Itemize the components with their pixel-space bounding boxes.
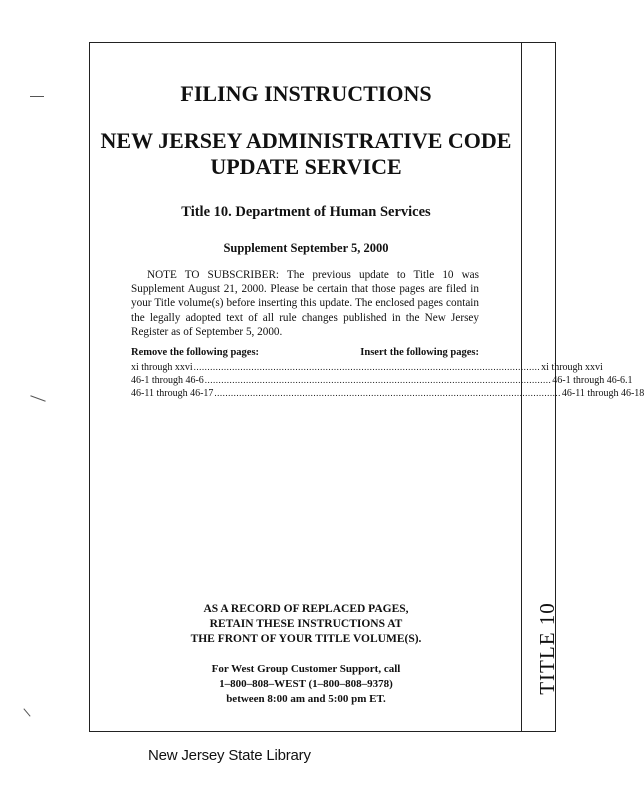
title-department: Title 10. Department of Human Services (181, 204, 431, 220)
customer-support (150, 662, 462, 707)
title-tab (517, 601, 577, 695)
code-heading (95, 128, 517, 180)
remove-pages: 46-11 through 46-17 (131, 388, 214, 399)
record-instructions (150, 602, 462, 647)
code-heading-line-1: NEW JERSEY ADMINISTRATIVE CODE (100, 128, 512, 153)
supplement-date: Supplement September 5, 2000 (223, 241, 389, 255)
record-line-2: RETAIN THESE INSTRUCTIONS AT (209, 618, 403, 630)
leader-dots: .............................................................................................................................. (193, 362, 541, 372)
page-replacement-table (131, 346, 644, 400)
support-line-1: For West Group Customer Support, call (211, 663, 401, 675)
table-row (131, 374, 633, 387)
support-hours: between 8:00 am and 5:00 pm ET. (226, 693, 386, 705)
remove-pages: xi through xxvi (131, 362, 193, 373)
note-to-subscriber: NOTE TO SUBSCRIBER: The previous update to Title 10 was Supplement August 21, 2000. Please be certain that those pages are filed in your Title volume(s) before inserting this update. The enclosed pages contain the legally adopted text of all rule changes published in the New Jersey Register as of September 5, 2000. (131, 269, 479, 338)
library-stamp: New Jersey State Library (148, 747, 311, 764)
support-phone: 1–800–808–WEST (1–800–808–9378) (219, 678, 393, 690)
insert-pages: xi through xxvi (541, 362, 603, 373)
record-line-1: AS A RECORD OF REPLACED PAGES, (203, 603, 409, 615)
table-row (131, 387, 644, 400)
scan-mark (23, 708, 30, 716)
code-heading-line-2: UPDATE SERVICE (210, 154, 402, 179)
title-tab-label: TITLE 10 (534, 601, 559, 695)
scan-mark (30, 395, 45, 401)
insert-pages: 46-11 through 46-18 (561, 388, 644, 399)
leader-dots: .............................................................................................................................. (204, 375, 552, 385)
insert-header: Insert the following pages: (360, 347, 479, 358)
scan-mark (30, 96, 44, 97)
remove-pages: 46-1 through 46-6 (131, 375, 204, 386)
page-title: FILING INSTRUCTIONS (180, 81, 432, 106)
record-line-3: THE FRONT OF YOUR TITLE VOLUME(S). (190, 633, 422, 645)
remove-header: Remove the following pages: (131, 347, 260, 358)
page-table-header (131, 346, 479, 359)
leader-dots: .............................................................................................................................. (214, 388, 561, 398)
table-row (131, 361, 603, 374)
insert-pages: 46-1 through 46-6.1 (552, 375, 633, 386)
